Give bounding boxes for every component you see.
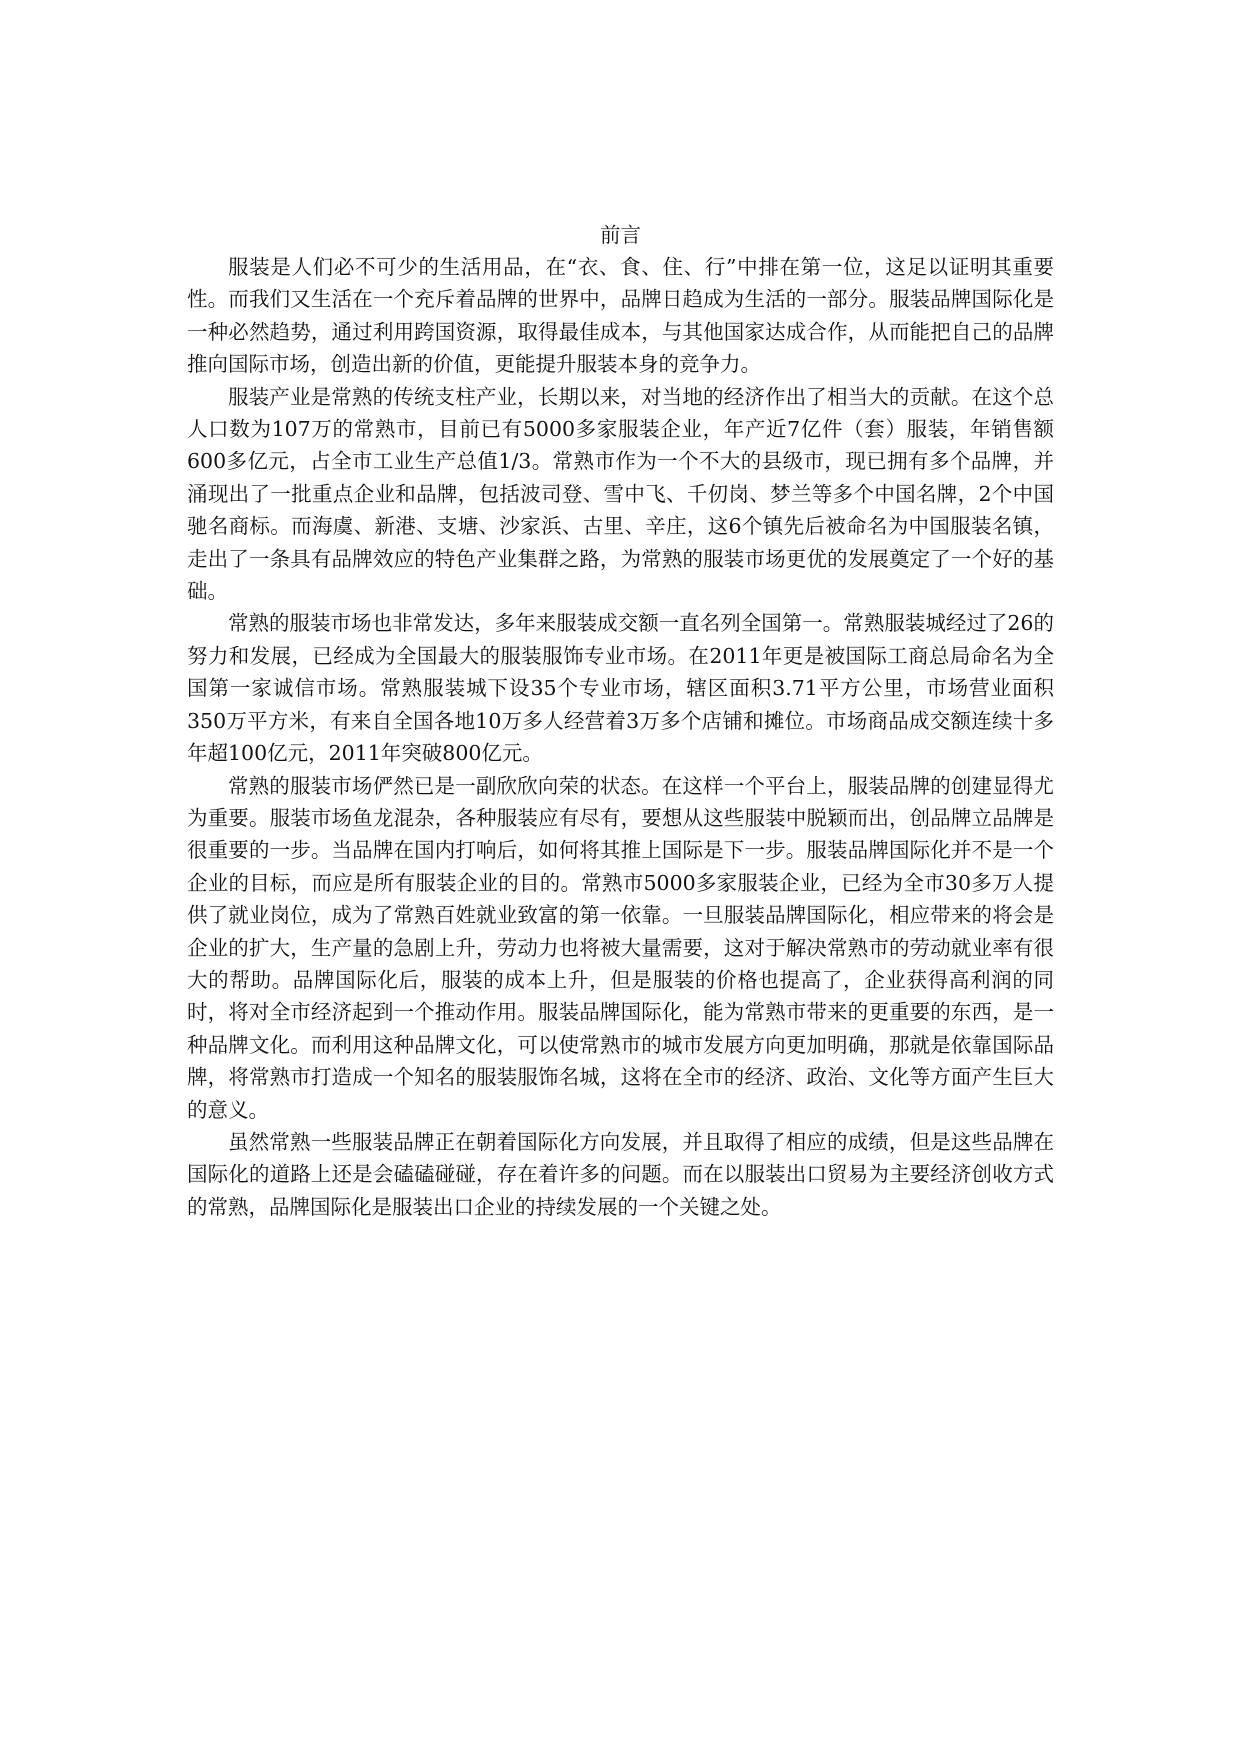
document-body: [187, 219, 1054, 1223]
paragraph-3: 常熟的服装市场也非常发达，多年来服装成交额一直名列全国第一。常熟服装城经过了26的努力和发展，已经成为全国最大的服装服饰专业市场。在2011年更是被国际工商总局命名为全国第一家诚信市场。常熟服装城下设35个专业市场，辖区面积3.71平方公里，市场营业面积350万平方米，有来自全国各地10万多人经营着3万多个店铺和摊位。市场商品成交额连续十多年超100亿元，2011年突破800亿元。: [187, 611, 1054, 766]
paragraph-5: 虽然常熟一些服装品牌正在朝着国际化方向发展，并且取得了相应的成绩，但是这些品牌在国际化的道路上还是会磕磕碰碰，存在着许多的问题。而在以服装出口贸易为主要经济创收方式的常熟，品牌国际化是服装出口企业的持续发展的一个关键之处。: [187, 1129, 1054, 1219]
page-title: 前言: [600, 223, 641, 247]
paragraph-2: 服装产业是常熟的传统支柱产业，长期以来，对当地的经济作出了相当大的贡献。在这个总人口数为107万的常熟市，目前已有5000多家服装企业，年产近7亿件（套）服装，年销售额600多亿元，占全市工业生产总值1/3。常熟市作为一个不大的县级市，现已拥有多个品牌，并涌现出了一批重点企业和品牌，包括波司登、雪中飞、千仞岗、梦兰等多个中国名牌，2个中国驰名商标。而海虞、新港、支塘、沙家浜、古里、辛庄，这6个镇先后被命名为中国服装名镇，走出了一条具有品牌效应的特色产业集群之路，为常熟的服装市场更优的发展奠定了一个好的基础。: [187, 384, 1054, 604]
paragraph-1: 服装是人们必不可少的生活用品，在“衣、食、住、行”中排在第一位，这足以证明其重要性。而我们又生活在一个充斥着品牌的世界中，品牌日趋成为生活的一部分。服装品牌国际化是一种必然趋势，通过利用跨国资源，取得最佳成本，与其他国家达成合作，从而能把自己的品牌推向国际市场，创造出新的价值，更能提升服装本身的竞争力。: [187, 255, 1054, 377]
paragraph-4: 常熟的服装市场俨然已是一副欣欣向荣的状态。在这样一个平台上，服装品牌的创建显得尤为重要。服装市场鱼龙混杂，各种服装应有尽有，要想从这些服装中脱颖而出，创品牌立品牌是很重要的一步。当品牌在国内打响后，如何将其推上国际是下一步。服装品牌国际化并不是一个企业的目标，而应是所有服装企业的目的。常熟市5000多家服装企业，已经为全市30多万人提供了就业岗位，成为了常熟百姓就业致富的第一依靠。一旦服装品牌国际化，相应带来的将会是企业的扩大，生产量的急剧上升，劳动力也将被大量需要，这对于解决常熟市的劳动就业率有很大的帮助。品牌国际化后，服装的成本上升，但是服装的价格也提高了，企业获得高利润的同时，将对全市经济起到一个推动作用。服装品牌国际化，能为常熟市带来的更重要的东西，是一种品牌文化。而利用这种品牌文化，可以使常熟市的城市发展方向更加明确，那就是依靠国际品牌，将常熟市打造成一个知名的服装服饰名城，这将在全市的经济、政治、文化等方面产生巨大的意义。: [187, 773, 1054, 1122]
